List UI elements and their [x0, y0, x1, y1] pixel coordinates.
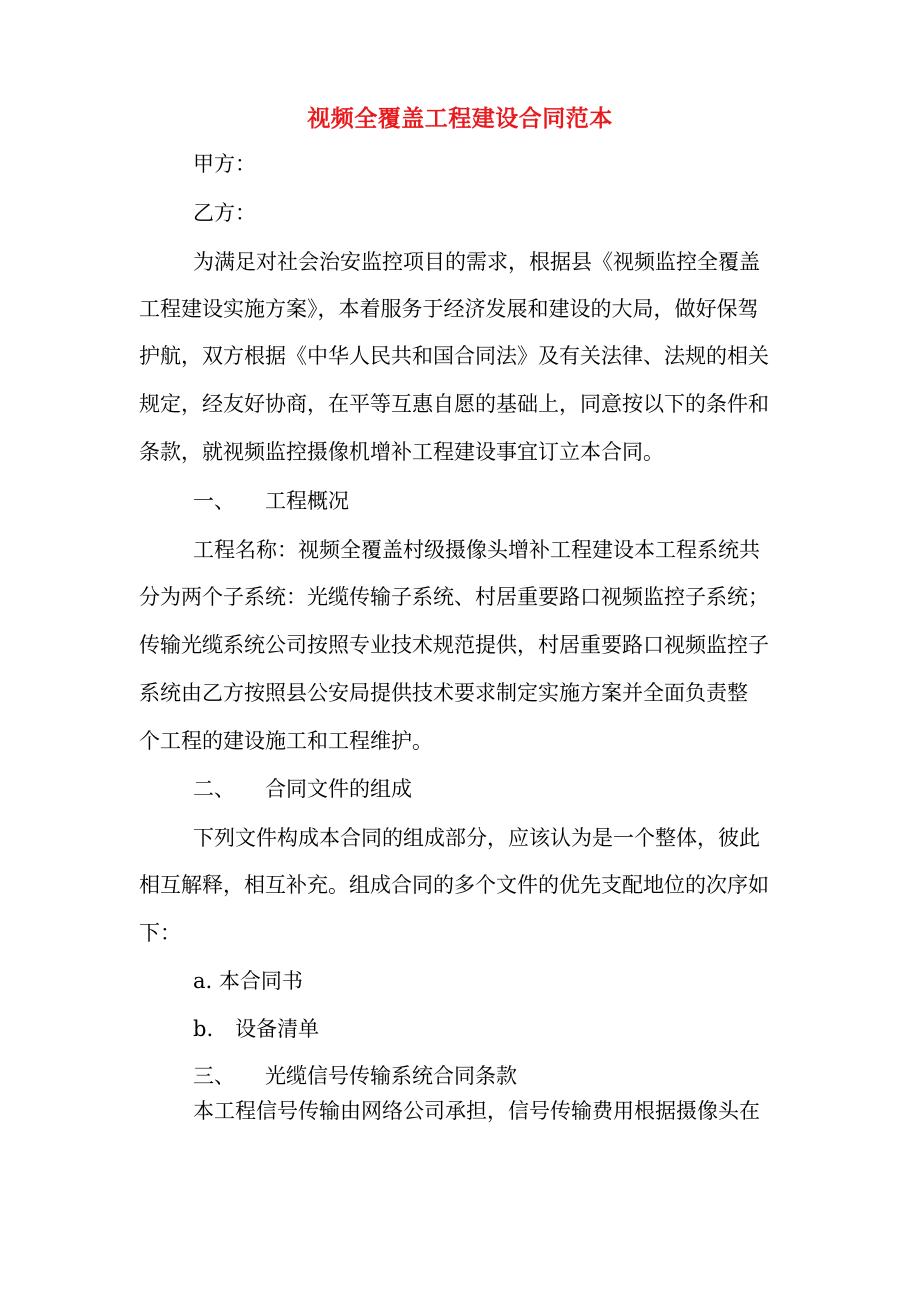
- section-1-title: 工程概况: [265, 489, 349, 513]
- intro-line-5: 条款，就视频监控摄像机增补工程建设事宜订立本合同。: [139, 440, 664, 464]
- section-2-heading: [193, 774, 412, 804]
- section-1-line-2: 分为两个子系统：光缆传输子系统、村居重要路口视频监控子系统；: [139, 585, 769, 609]
- section-1-number: 一、: [193, 489, 235, 513]
- section-2-line-3: 下：: [139, 921, 181, 945]
- party-a-label: 甲方：: [193, 152, 256, 176]
- section-1-line-1: 工程名称：视频全覆盖村级摄像头增补工程建设本工程系统共: [193, 538, 760, 562]
- section-2-number: 二、: [193, 777, 235, 801]
- intro-line-2: 工程建设实施方案》，本着服务于经济发展和建设的大局，做好保驾: [139, 297, 759, 321]
- intro-line-3: 护航，双方根据《中华人民共和国合同法》及有关法律、法规的相关: [139, 344, 769, 368]
- list-item-b-marker: b.: [193, 1017, 214, 1041]
- list-item-b-text: 设备清单: [235, 1017, 320, 1041]
- section-3-number: 三、: [193, 1064, 235, 1088]
- list-item-b: [193, 1014, 319, 1044]
- section-2-title: 合同文件的组成: [265, 777, 412, 801]
- section-2-line-2: 相互解释，相互补充。组成合同的多个文件的优先支配地位的次序如: [139, 873, 769, 897]
- section-3-title: 光缆信号传输系统合同条款: [265, 1064, 517, 1088]
- section-3-heading: [193, 1061, 517, 1091]
- section-1-line-4: 系统由乙方按照县公安局提供技术要求制定实施方案并全面负责整: [139, 681, 748, 705]
- document-title: 视频全覆盖工程建设合同范本: [307, 105, 613, 132]
- section-3-line-1: 本工程信号传输由网络公司承担，信号传输费用根据摄像头在: [193, 1099, 760, 1123]
- intro-line-4: 规定，经友好协商，在平等互惠自愿的基础上，同意按以下的条件和: [139, 392, 769, 416]
- list-item-a: a. 本合同书: [193, 969, 303, 993]
- section-1-heading: [193, 486, 349, 516]
- section-2-line-1: 下列文件构成本合同的组成部分，应该认为是一个整体，彼此: [193, 826, 760, 850]
- section-1-line-3: 传输光缆系统公司按照专业技术规范提供，村居重要路口视频监控子: [139, 633, 769, 657]
- section-1-line-5: 个工程的建设施工和工程维护。: [139, 729, 433, 753]
- party-b-label: 乙方：: [193, 201, 256, 225]
- intro-line-1: 为满足对社会治安监控项目的需求，根据县《视频监控全覆盖: [193, 250, 760, 274]
